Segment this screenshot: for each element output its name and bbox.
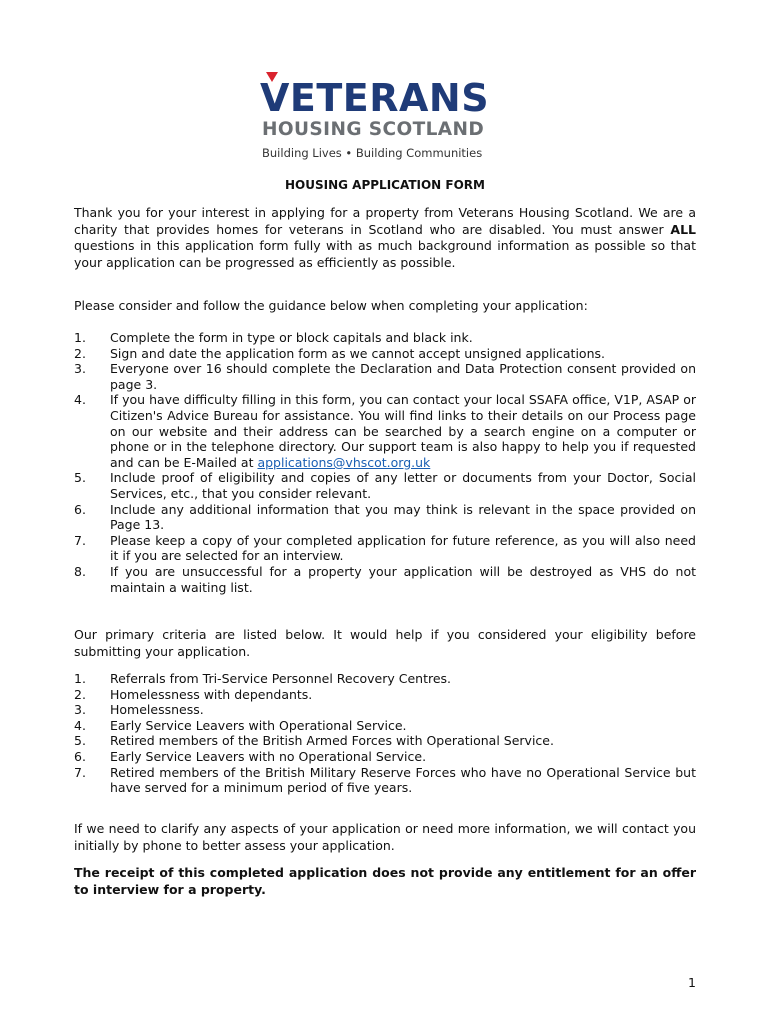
receipt-note: The receipt of this completed application does not provide any entitlement for an offer to interview for a property. [74,865,696,897]
list-item [74,361,696,392]
intro-paragraph [74,205,696,271]
logo-chevron-icon [266,72,278,82]
intro-text-start: Thank you for your interest in applying for a property from Veterans Housing Scotland. We are a charity that provides homes for veterans in Scotland who are disabled. You must answer [74,205,696,237]
email-link[interactable]: applications@vhscot.org.uk [257,454,431,470]
list-number: 2. [74,345,86,361]
list-item [74,718,696,734]
list-number: 8. [74,563,86,579]
page-number: 1 [688,975,696,990]
list-number: 3. [74,702,86,718]
logo-housing-scotland-text: HOUSING SCOTLAND [262,119,485,140]
list-number: 4. [74,392,86,408]
logo-veterans-text: VETERANS [260,76,490,120]
list-number: 5. [74,733,86,749]
list-number: 6. [74,501,86,517]
list-text: Include any additional information that you may think is relevant in the space provided on Page 13. [110,501,696,533]
list-item [74,687,696,703]
list-text: Please keep a copy of your completed application for future reference, as you will also need it if you are selected for an interview. [110,532,696,564]
list-number: 1. [74,671,86,686]
criteria-list [74,671,696,796]
list-item [74,702,696,718]
list-number: 7. [74,764,86,780]
list-text: If you have difficulty filling in this form, you can contact your local SSAFA office, V1P, ASAP or Citizen's Advice Bureau for assistance. You will find links to their details on our Process page on our website and their address can be searched by a search engine on a computer or phone or in the telephone directory. Our support team is also happy to help you if requested and can be E-Mailed at [110,392,696,470]
list-text: Retired members of the British Military Reserve Forces who have no Operational Service but have served for a minimum period of five years. [110,764,696,796]
intro-bold-all: ALL [670,221,696,237]
clarify-paragraph: If we need to clarify any aspects of your application or need more information, we will contact you initially by phone to better assess your application. [74,821,696,853]
list-number: 5. [74,470,86,486]
logo-tagline: Building Lives • Building Communities [262,146,483,160]
list-number: 3. [74,361,86,377]
vhs-logo [260,74,510,164]
list-text: Retired members of the British Armed Forces with Operational Service. [110,733,554,749]
list-item [74,749,696,765]
list-item [74,765,696,796]
list-item [74,502,696,533]
list-number: 4. [74,717,86,733]
list-number: 6. [74,748,86,764]
list-text: If you are unsuccessful for a property your application will be destroyed as VHS do not maintain a waiting list. [110,563,696,595]
list-number: 1. [74,330,86,345]
list-item [74,392,696,470]
list-number: 2. [74,686,86,702]
list-item [74,533,696,564]
guidance-intro: Please consider and follow the guidance below when completing your application: [74,298,588,313]
list-text: Homelessness with dependants. [110,686,313,702]
list-text: Everyone over 16 should complete the Declaration and Data Protection consent provided on page 3. [110,361,696,392]
list-text: Include proof of eligibility and copies of any letter or documents from your Doctor, Social Services, etc., that you consider relevant. [110,470,696,501]
list-item [74,733,696,749]
list-text: Referrals from Tri-Service Personnel Recovery Centres. [110,671,452,686]
guidance-list [74,330,696,595]
list-text: Early Service Leavers with Operational Service. [110,717,407,733]
list-text: Sign and date the application form as we cannot accept unsigned applications. [110,345,605,361]
list-text: Complete the form in type or block capitals and black ink. [110,330,473,345]
list-text: Early Service Leavers with no Operational Service. [110,748,427,764]
intro-text-end: questions in this application form fully with as much background information as possible so that your application can be progressed as efficiently as possible. [74,238,696,270]
list-item [74,346,696,362]
list-text: Homelessness. [110,702,204,718]
list-number: 7. [74,532,86,548]
list-item [74,330,696,346]
list-item [74,671,696,687]
criteria-intro: Our primary criteria are listed below. It would help if you considered your eligibility before submitting your application. [74,627,696,659]
list-item [74,564,696,595]
form-title: HOUSING APPLICATION FORM [285,178,485,192]
list-item [74,470,696,501]
